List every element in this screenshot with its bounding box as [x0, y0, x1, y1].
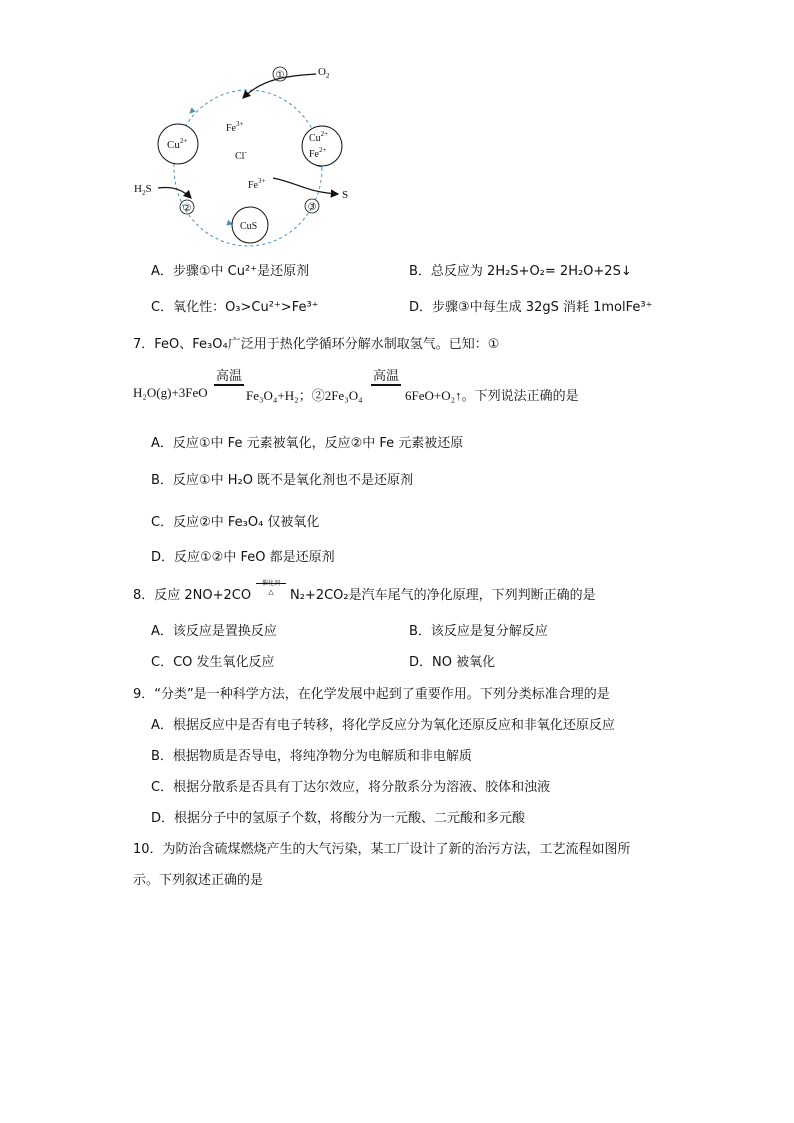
- q9-option-a: A．根据反应中是否有电子转移，将化学反应分为氧化还原反应和非氧化还原反应: [151, 718, 615, 733]
- q7-option-b: B．反应①中 H₂O 既不是氧化剂也不是还原剂: [151, 473, 414, 488]
- cu-in-right-circle: $Cu^{2+}$: [309, 130, 329, 144]
- q7-condition-2: 高温: [373, 369, 400, 384]
- q7-option-c: C．反应②中 Fe₃O₄ 仅被氧化: [151, 515, 320, 530]
- q7-equation-left: H₂O(g)+3FeO: [133, 385, 208, 400]
- q9-option-b: B．根据物质是否导电，将纯净物分为电解质和非电解质: [151, 749, 472, 764]
- s-label: S: [342, 189, 349, 201]
- q6-option-d: D．步骤③中每生成 32gS 消耗 1molFe³⁺: [409, 300, 653, 315]
- q8-stem-right: N₂+2CO₂是汽车尾气的净化原理，下列判断正确的是: [290, 588, 596, 603]
- q7-equation-end: 6FeO+O₂↑。下列说法正确的是: [405, 388, 579, 403]
- cl-label: Cl-: [235, 148, 247, 162]
- q8-condition-bottom: △: [268, 588, 274, 596]
- q6-option-b: B．总反应为 2H₂S+O₂= 2H₂O+2S↓: [409, 264, 632, 279]
- q6-option-c: C．氧化性：O₃>Cu²⁺>Fe³⁺: [151, 300, 319, 315]
- q7-equation-right: Fe₃O₄+H₂；②2Fe₃O₄: [246, 388, 363, 403]
- q7-condition-1: 高温: [216, 369, 243, 384]
- q7-option-d: D．反应①②中 FeO 都是还原剂: [151, 550, 335, 565]
- q6-option-a: A．步骤①中 Cu²⁺是还原剂: [151, 264, 310, 279]
- q8-arrow-line: [256, 583, 286, 584]
- fe3-mid-label: $Fe^{3+}$: [248, 177, 266, 191]
- step2-label: ②: [182, 203, 192, 214]
- q8-option-b: B．该反应是复分解反应: [409, 624, 548, 639]
- step3-label: ③: [307, 202, 317, 213]
- fe3-top-label: $Fe^{3+}$: [226, 120, 244, 134]
- q10-stem-line1: 10．为防治含硫煤燃烧产生的大气污染，某工厂设计了新的治污方法，工艺流程如图所: [133, 842, 631, 857]
- fe-in-right-circle: $Fe^{2+}$: [309, 146, 327, 160]
- cu-label: $Cu^{2+}$: [167, 137, 188, 151]
- h2s-arrow: [158, 187, 191, 198]
- q8-stem-left: 8．反应 2NO+2CO: [133, 588, 252, 603]
- q8-option-a: A．该反应是置换反应: [151, 624, 277, 639]
- q8-option-c: C．CO 发生氧化反应: [151, 655, 275, 670]
- q9-option-c: C．根据分散系是否具有丁达尔效应，将分散系分为溶液、胶体和浊液: [151, 780, 551, 795]
- reaction-cycle-diagram: [128, 58, 368, 248]
- q7-stem: 7．FeO、Fe₃O₄广泛用于热化学循环分解水制取氢气。已知：①: [133, 337, 500, 352]
- q7-option-a: A．反应①中 Fe 元素被氧化，反应②中 Fe 元素被还原: [151, 436, 464, 451]
- q8-option-d: D．NO 被氧化: [409, 655, 496, 670]
- q8-condition-top: 催化剂: [261, 580, 280, 587]
- q10-stem-line2: 示。下列叙述正确的是: [133, 873, 264, 888]
- q9-option-d: D．根据分子中的氢原子个数，将酸分为一元酸、二元酸和多元酸: [151, 811, 526, 826]
- h2s-label: $H_2S$: [134, 183, 152, 197]
- cus-label: CuS: [240, 221, 258, 232]
- q9-stem: 9．“分类”是一种科学方法，在化学发展中起到了重要作用。下列分类标准合理的是: [133, 687, 610, 702]
- step1-label: ①: [275, 70, 285, 81]
- o2-label: $O_2$: [318, 66, 330, 80]
- s-arrow: [273, 178, 338, 194]
